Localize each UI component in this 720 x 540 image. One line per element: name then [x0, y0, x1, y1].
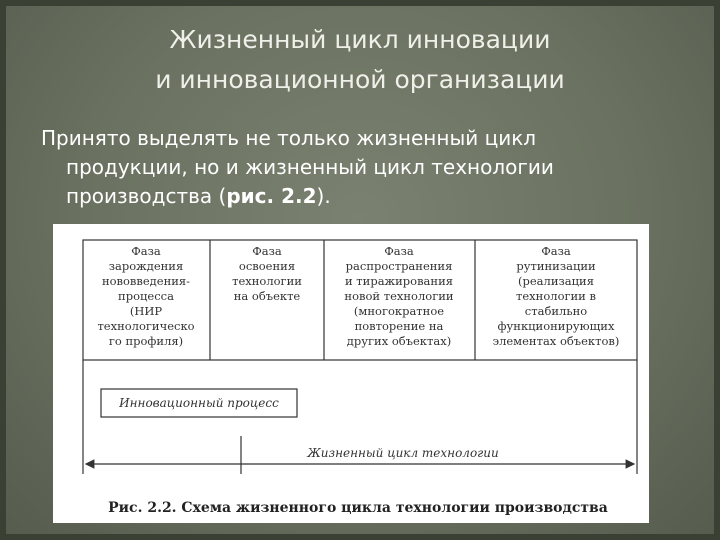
phase-2-line: технологии — [232, 274, 302, 288]
phase-4-line: рутинизации — [516, 259, 596, 273]
paragraph-line-3-start: производства ( — [66, 184, 227, 208]
title-line-2: и инновационной организации — [155, 65, 565, 94]
body-paragraph — [41, 124, 681, 211]
lifecycle-diagram — [53, 224, 649, 523]
phase-3-text — [344, 244, 453, 348]
phase-4-line: элементах объектов) — [492, 334, 620, 348]
phase-1-line: нововведения- — [101, 274, 191, 288]
phase-3-line: распространения — [345, 259, 453, 273]
title-line-1: Жизненный цикл инновации — [169, 25, 551, 54]
phase-3-line: Фаза — [384, 244, 414, 258]
phase-3-line: и тиражирования — [344, 274, 454, 288]
paragraph-line-2: продукции, но и жизненный цикл технологии — [66, 155, 554, 179]
phase-3-line: повторение на — [354, 319, 444, 333]
phase-1-line: (НИР — [129, 304, 163, 318]
slide — [6, 6, 714, 534]
technology-lifecycle-label: Жизненный цикл технологии — [307, 446, 499, 460]
phase-1-text — [97, 244, 194, 348]
phase-4-line: Фаза — [541, 244, 571, 258]
innovation-process-label: Инновационный процесс — [119, 396, 279, 410]
paragraph-line-1: Принято выделять не только жизненный цикл — [41, 126, 537, 150]
phase-2-line: на объекте — [233, 289, 301, 303]
phase-3-line: новой технологии — [344, 289, 454, 303]
phase-4-line: функционирующих — [497, 319, 615, 333]
phase-2-text — [232, 244, 302, 303]
phase-4-text — [493, 244, 620, 348]
phase-3-line: (многократное — [353, 304, 445, 318]
phase-2-line: Фаза — [252, 244, 282, 258]
phase-1-line: технологическо — [97, 319, 195, 333]
phase-4-line: стабильно — [524, 304, 588, 318]
paragraph-line-3-end: ). — [316, 184, 331, 208]
figure-caption: Рис. 2.2. Схема жизненного цикла технологии производства — [108, 500, 608, 516]
phase-1-line: зарождения — [108, 259, 184, 273]
phase-1-line: го профиля) — [108, 334, 184, 348]
phase-3-line: других объектах) — [346, 334, 452, 348]
phase-1-line: Фаза — [131, 244, 161, 258]
figure-image — [53, 224, 649, 523]
figure-reference: рис. 2.2 — [226, 184, 317, 208]
slide-title — [6, 20, 714, 100]
phase-4-line: технологии в — [516, 289, 596, 303]
phase-1-line: процесса — [118, 289, 174, 303]
phase-4-line: (реализация — [518, 274, 594, 288]
phase-2-line: освоения — [238, 259, 296, 273]
paragraph-line-3 — [41, 182, 681, 211]
